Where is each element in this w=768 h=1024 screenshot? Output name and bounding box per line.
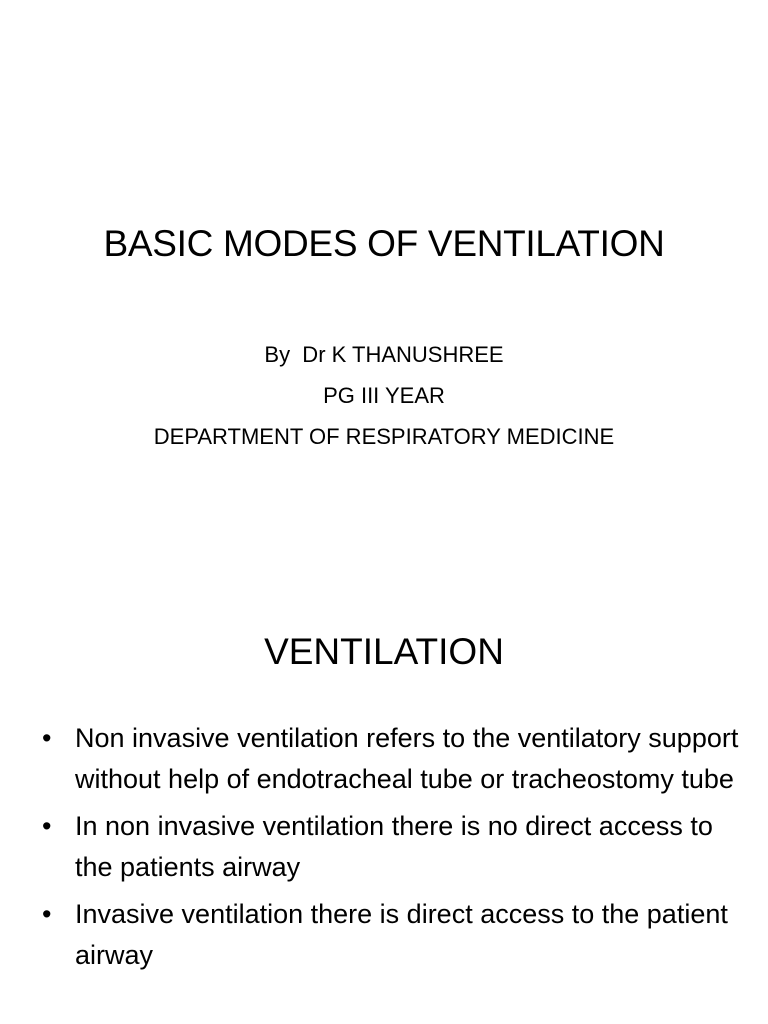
- bullet-icon: •: [42, 723, 52, 753]
- list-item: [40, 806, 740, 888]
- bullet-text: Non invasive ventilation refers to the ventilatory support without help of endotracheal tube or tracheostomy tube: [75, 723, 739, 794]
- bullet-icon: •: [42, 811, 52, 841]
- bullet-icon: •: [42, 899, 52, 929]
- slide-heading: VENTILATION: [264, 631, 504, 672]
- list-item: [40, 894, 740, 976]
- author-name: By Dr K THANUSHREE: [264, 342, 504, 367]
- bullet-list: [40, 718, 740, 982]
- slide-ventilation: [0, 512, 768, 1024]
- author-info: [0, 334, 768, 457]
- list-item: [40, 718, 740, 800]
- bullet-text: Invasive ventilation there is direct access to the patient airway: [75, 899, 728, 970]
- author-department: DEPARTMENT OF RESPIRATORY MEDICINE: [153, 424, 615, 449]
- bullet-text: In non invasive ventilation there is no direct access to the patients airway: [75, 811, 713, 882]
- author-year: PG III YEAR: [323, 383, 445, 408]
- presentation-title: BASIC MODES OF VENTILATION: [103, 223, 665, 264]
